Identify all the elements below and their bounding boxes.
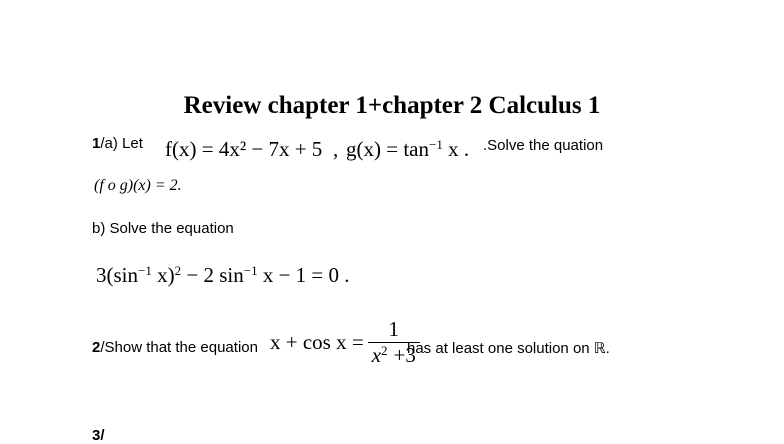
q1-composition: (f o g)(x) = 2. <box>94 177 182 194</box>
q2-number: 2 <box>92 339 101 356</box>
eq-b-mid1: x) <box>157 263 175 287</box>
q1-part-b-label: b) Solve the equation <box>92 220 234 237</box>
eq-b-right: x − 1 = 0 . <box>262 263 350 287</box>
g-def-inverse-sup: −1 <box>429 136 443 152</box>
q1-separator: , <box>333 137 339 161</box>
eq-b-sup2: 2 <box>174 262 182 278</box>
q1-part-a-prefix: /a) Let <box>100 134 143 152</box>
eq-b-mid2: − 2 sin <box>186 263 244 287</box>
q2-equation <box>270 318 424 367</box>
q2-text-left: /Show that the equation <box>100 339 258 356</box>
q1-part-b-equation <box>96 263 350 288</box>
f-definition: f(x) = 4x² − 7x + 5 <box>165 137 323 161</box>
q1-f-definition <box>165 137 322 162</box>
q2-line <box>92 339 258 357</box>
q1-part-a-suffix: .Solve the quation <box>483 137 604 154</box>
eq-b-left: 3(sin <box>96 263 138 287</box>
page-title: Review chapter 1+chapter 2 Calculus 1 <box>183 92 601 119</box>
eq-b-sup1: −1 <box>138 262 152 278</box>
q2-den-rest: +3 <box>393 343 416 368</box>
q1-number: 1 <box>92 134 101 152</box>
q3-label: 3/ <box>92 427 105 444</box>
q2-text-right: has at least one solution on ℝ. <box>407 340 610 357</box>
eq-b-sup3: −1 <box>243 262 258 278</box>
q2-den-base: x <box>371 343 382 368</box>
q2-eq-left: x + cos x = <box>270 330 364 355</box>
q2-frac-numerator: 1 <box>388 317 400 341</box>
g-def-left: g(x) = tan <box>346 137 429 161</box>
q2-den-sup: 2 <box>381 342 388 358</box>
g-def-right: x . <box>448 137 470 161</box>
q1-g-definition <box>346 137 469 162</box>
q1-part-a-line <box>92 134 143 152</box>
